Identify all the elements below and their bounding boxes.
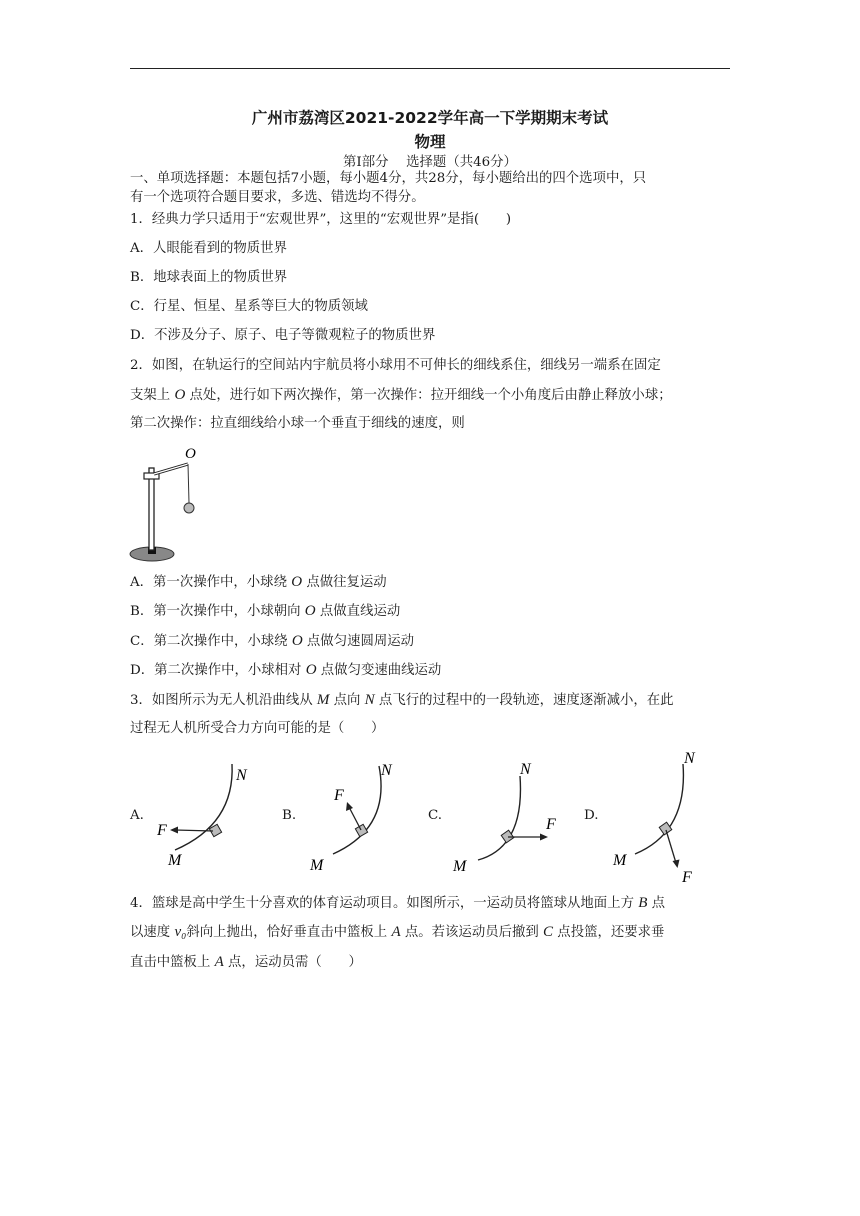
force-arrow (666, 830, 676, 863)
string (188, 464, 189, 503)
q2-pendulum-figure (128, 442, 208, 567)
q2-stem-line3: 第二次操作：拉直细线给小球一个垂直于细线的速度，则 (130, 416, 465, 431)
exam-title: 广州市荔湾区2021-2022学年高一下学期期末考试 (251, 109, 609, 127)
part-heading: 第Ⅰ部分 选择题（共46分） (343, 155, 517, 170)
ball (184, 503, 194, 513)
q1-option-b: B．地球表面上的物质世界 (130, 270, 288, 285)
point-m-label: M (310, 857, 324, 874)
trajectory (175, 764, 232, 850)
point-n-label: N (236, 767, 247, 784)
q3-figure-a (150, 752, 260, 877)
point-m-label: M (168, 852, 182, 869)
force-label: F (546, 816, 556, 833)
trajectory (333, 766, 381, 854)
trajectory (635, 764, 683, 854)
q3-option-c-label: C. (428, 808, 443, 823)
q4-stem-line2: 以速度 v₀斜向上抛出，恰好垂直击中篮板上 A 点。若该运动员后撤到 C 点投篮，还要求垂 (130, 924, 665, 940)
subject-title: 物理 (414, 133, 446, 151)
q1-option-a: A．人眼能看到的物质世界 (130, 241, 287, 256)
q3-option-a-label: A. (130, 808, 144, 823)
q4-stem-line3: 直击中篮板上 A 点，运动员需（ ） (130, 954, 362, 970)
section-instructions-line2: 有一个选项符合题目要求，多选、错选均不得分。 (130, 190, 425, 205)
stand-pole (149, 468, 154, 550)
point-m-label: M (453, 858, 467, 875)
q2-option-b: B．第一次操作中，小球朝向 O 点做直线运动 (130, 603, 401, 619)
q2-stem-line2: 支架上 O 点处，进行如下两次操作，第一次操作：拉开细线一个小角度后由静止释放小球； (130, 387, 672, 403)
header-rule (130, 68, 730, 69)
q2-stem-line1: 2．如图，在轨运行的空间站内宇航员将小球用不可伸长的细线系住，细线另一端系在固定 (130, 358, 661, 373)
force-label: F (157, 822, 167, 839)
drone-marker (355, 824, 367, 836)
q3-option-d-label: D. (584, 808, 599, 823)
force-label: F (334, 787, 344, 804)
trajectory (478, 776, 520, 860)
q2-option-d: D．第二次操作中，小球相对 O 点做匀变速曲线运动 (130, 662, 442, 678)
force-arrow (349, 807, 361, 830)
q2-option-a: A．第一次操作中，小球绕 O 点做往复运动 (130, 574, 387, 590)
q3-stem-line2: 过程无人机所受合力方向可能的是（ ） (130, 721, 385, 736)
point-n-label: N (684, 750, 695, 767)
q4-stem-line1: 4．篮球是高中学生十分喜欢的体育运动项目。如图所示，一运动员将篮球从地面上方 B 点 (130, 895, 666, 911)
force-label: F (682, 869, 692, 886)
point-n-label: N (520, 761, 531, 778)
point-m-label: M (613, 852, 627, 869)
section-instructions-line1: 一、单项选择题：本题包括7小题，每小题4分，共28分，每小题给出的四个选项中，只 (130, 171, 647, 186)
drone-marker (659, 822, 672, 835)
q3-figure-b (305, 752, 415, 877)
q1-stem: 1．经典力学只适用于“宏观世界”，这里的“宏观世界”是指( ) (130, 212, 512, 227)
q3-figure-c (450, 752, 570, 877)
point-o-label: O (185, 446, 196, 462)
point-n-label: N (381, 762, 392, 779)
q3-option-b-label: B. (282, 808, 297, 823)
q2-option-c: C．第二次操作中，小球绕 O 点做匀速圆周运动 (130, 633, 415, 649)
q1-option-c: C．行星、恒星、星系等巨大的物质领域 (130, 299, 368, 314)
q3-figure-d (608, 742, 718, 887)
q3-stem-line1: 3．如图所示为无人机沿曲线从 M 点向 N 点飞行的过程中的一段轨迹，速度逐渐减小，在此 (130, 692, 674, 708)
q1-option-d: D．不涉及分子、原子、电子等微观粒子的物质世界 (130, 328, 436, 343)
